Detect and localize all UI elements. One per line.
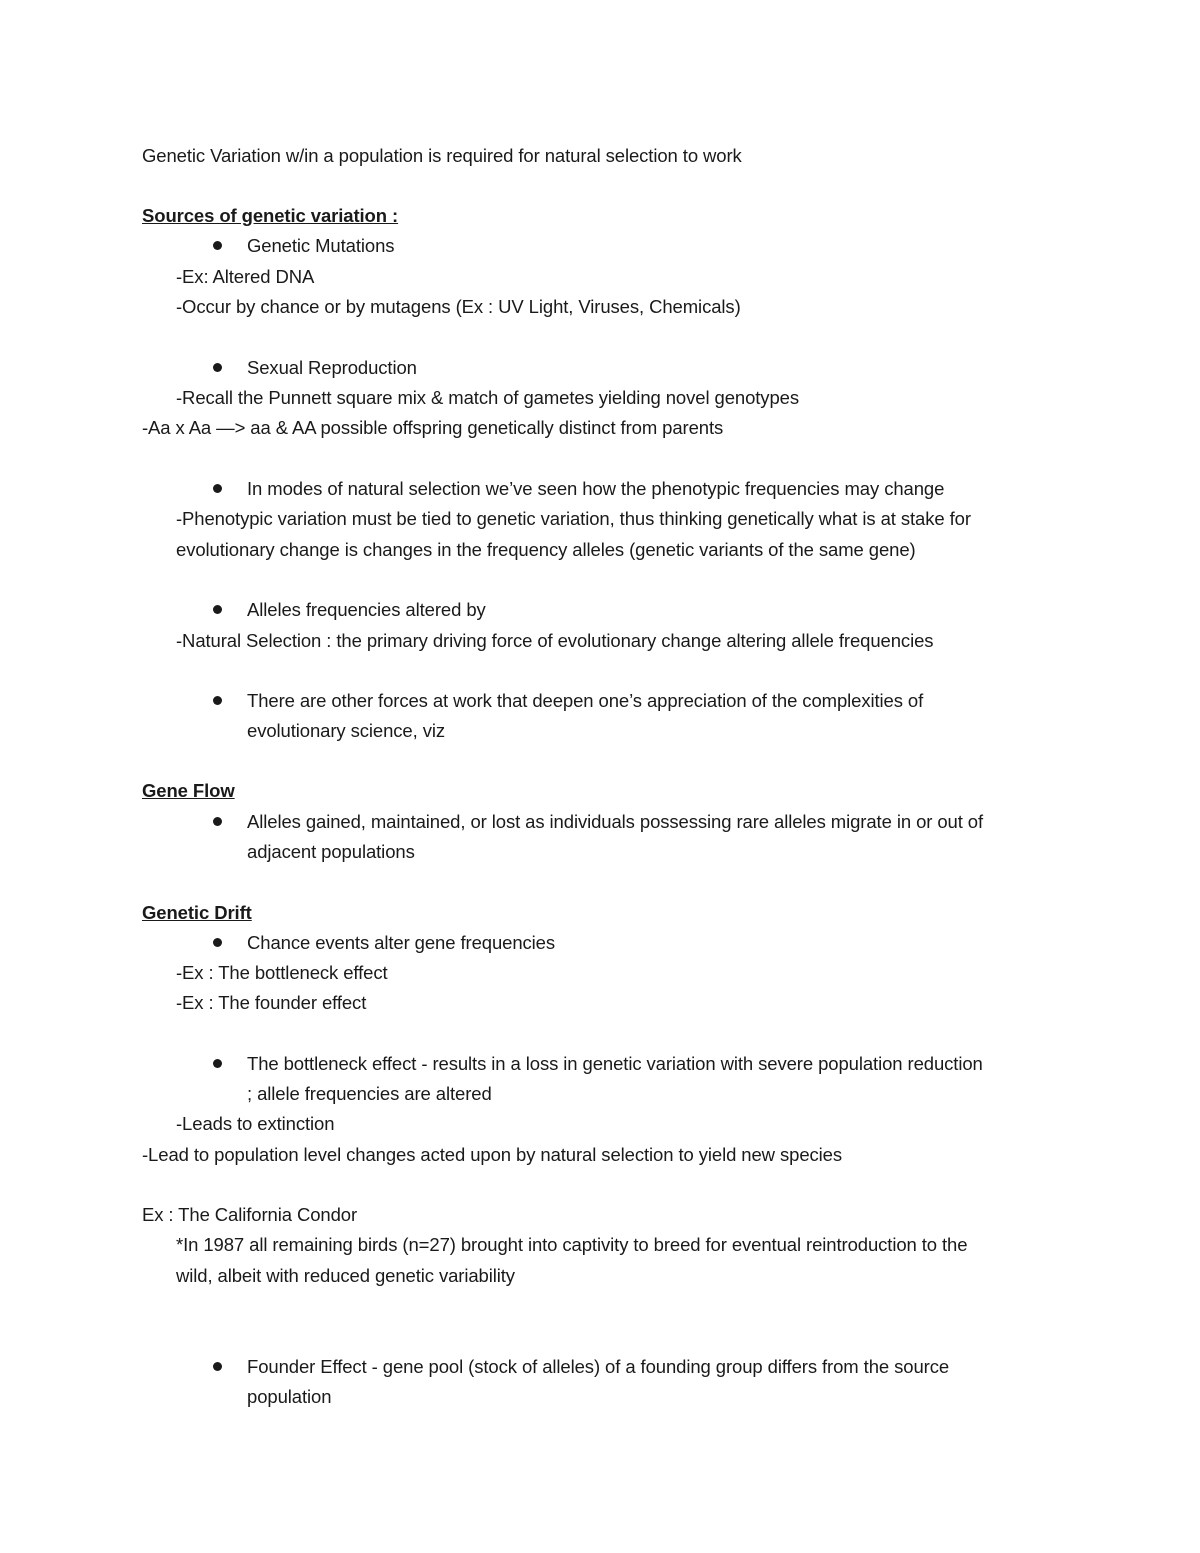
sources-heading: Sources of genetic variation : [142,205,399,226]
drift-example-1: -Ex : The bottleneck effect [176,962,388,983]
modes-line-1: -Phenotypic variation must be tied to genetic variation, thus thinking genetically what is at stake for [176,508,971,529]
bullet-icon [213,1362,222,1371]
mutations-occur: -Occur by chance or by mutagens (Ex : UV Light, Viruses, Chemicals) [176,296,741,317]
alleles-natural: -Natural Selection : the primary driving force of evolutionary change altering allele frequencies [176,630,934,651]
condor-title: Ex : The California Condor [142,1204,358,1225]
gene-flow-heading: Gene Flow [142,780,235,801]
bottleneck-line-1: The bottleneck effect - results in a loss in genetic variation with severe population reduction [247,1053,983,1074]
bullet-icon [213,484,222,493]
founder-line-2: population [247,1386,332,1407]
modes-bullet: In modes of natural selection we’ve seen how the phenotypic frequencies may change [247,478,945,499]
bottleneck-line-2: ; allele frequencies are altered [247,1083,492,1104]
bullet-icon [213,696,222,705]
gene-flow-line-1: Alleles gained, maintained, or lost as individuals possessing rare alleles migrate in or out of [247,811,984,832]
mutations-bullet: Genetic Mutations [247,235,395,256]
bullet-icon [213,1059,222,1068]
condor-line-1: *In 1987 all remaining birds (n=27) brought into captivity to breed for eventual reintroduction to the [176,1234,968,1255]
bullet-icon [213,363,222,372]
alleles-bullet: Alleles frequencies altered by [247,599,486,620]
modes-line-2: evolutionary change is changes in the frequency alleles (genetic variants of the same gene) [176,539,916,560]
drift-example-2: -Ex : The founder effect [176,992,367,1013]
condor-line-2: wild, albeit with reduced genetic variability [176,1265,515,1286]
intro-line: Genetic Variation w/in a population is required for natural selection to work [142,145,742,166]
bullet-icon [213,605,222,614]
bottleneck-species: -Lead to population level changes acted upon by natural selection to yield new species [142,1144,843,1165]
other-line-1: There are other forces at work that deepen one’s appreciation of the complexities of [247,690,924,711]
other-line-2: evolutionary science, viz [247,720,446,741]
bottleneck-extinction: -Leads to extinction [176,1113,335,1134]
gene-flow-line-2: adjacent populations [247,841,415,862]
sexual-recall: -Recall the Punnett square mix & match of gametes yielding novel genotypes [176,387,799,408]
bullet-icon [213,938,222,947]
founder-line-1: Founder Effect - gene pool (stock of alleles) of a founding group differs from the source [247,1356,950,1377]
bullet-icon [213,817,222,826]
sexual-bullet: Sexual Reproduction [247,357,417,378]
genetic-drift-heading: Genetic Drift [142,902,252,923]
sexual-cross: -Aa x Aa —> aa & AA possible offspring genetically distinct from parents [142,417,724,438]
bullet-icon [213,241,222,250]
mutations-example: -Ex: Altered DNA [176,266,315,287]
drift-bullet: Chance events alter gene frequencies [247,932,556,953]
